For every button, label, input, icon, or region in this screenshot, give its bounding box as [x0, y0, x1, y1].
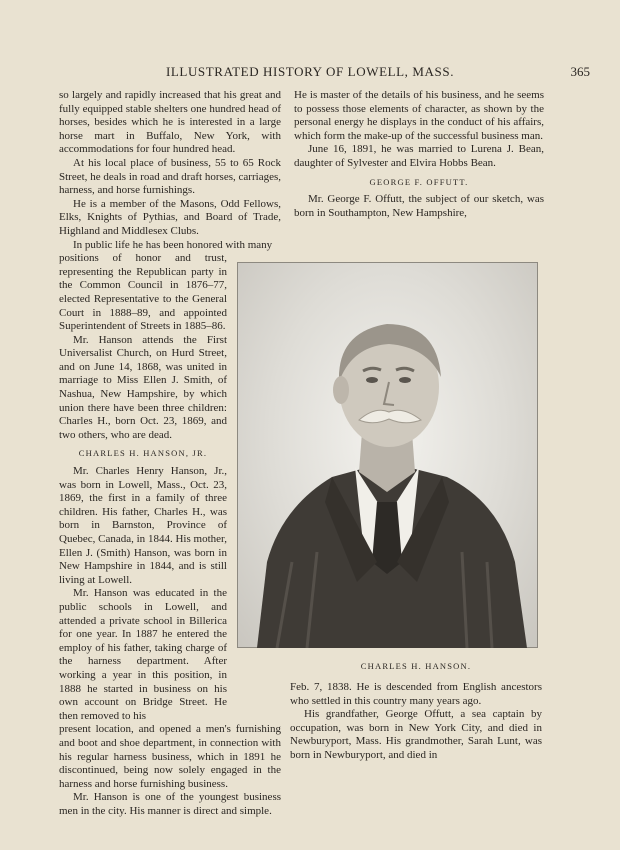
paragraph: Mr. Hanson attends the First Universalist Church, on Hurd Street, and on June 14, 1868, was united in marriage to Miss Ellen J. Smith, of Nashua, New Hampshire, by which union there have been three children: Charles H., born Oct. 23, 1869, and two others, who are dead.: [59, 333, 227, 441]
paragraph: June 16, 1891, he was married to Lurena J. Bean, daughter of Sylvester and Elvira Hobbs Bean.: [294, 143, 544, 169]
paragraph: Feb. 7, 1838. He is descended from English ancestors who settled in this country many years ago.: [290, 681, 542, 707]
right-column-bottom: [290, 681, 542, 763]
section-heading-hanson-jr: CHARLES H. HANSON, JR.: [78, 448, 208, 459]
right-column-top: [294, 89, 544, 220]
paragraph: Mr. Charles Henry Hanson, Jr., was born in Lowell, Mass., Oct. 23, 1869, the first in a family of three children. His father, Charles H., was born in Barnston, Province of Quebec, Canada, in 1844. His mother, Ellen J. (Smith) Hanson, was born in New Hampshire in 1844, and is still living at Lowell.: [59, 465, 227, 586]
page-number: 365: [570, 64, 590, 79]
section-heading-offutt: GEORGE F. OFFUTT.: [369, 176, 469, 187]
paragraph: He is a member of the Masons, Odd Fellows, Elks, Knights of Pythias, and Board of Trade, Highland and Middlesex Clubs.: [59, 197, 281, 237]
paragraph: positions of honor and trust, representing the Republican party in the Common Council in 1876–77, elected Representative to the General Court in 1888–89, and appointed Superintendent of Streets in 1885–86.: [59, 252, 227, 333]
portrait-illustration: [237, 262, 538, 648]
paragraph: present location, and opened a men's furnishing and boot and shoe department, in connection with his regular harness business, which in 1891 he discontinued, being now solely engaged in the harness and horse furnishing business.: [59, 723, 281, 790]
paragraph: Mr. Hanson was educated in the public schools in Lowell, and attended a private school in Billerica for one year. In 1887 he entered the employ of his father, taking charge of the harness department. After working a year in this position, in 1888 he started in business on his own account on Bridge Street. He then removed to his: [59, 587, 227, 722]
paragraph: In public life he has been honored with many: [73, 238, 273, 251]
portrait-photo: [237, 262, 538, 648]
paragraph: Mr. George F. Offutt, the subject of our sketch, was born in Southampton, New Hampshire,: [294, 193, 544, 219]
photo-caption: CHARLES H. HANSON.: [360, 661, 472, 671]
paragraph: His grandfather, George Offutt, a sea captain by occupation, was born in New York City, and died in Newburyport, Mass. His grandmother, Sarah Lunt, was born in Newburyport, and died in: [290, 708, 542, 761]
running-title: ILLUSTRATED HISTORY OF LOWELL, MASS.: [165, 64, 455, 79]
paragraph: Mr. Hanson is one of the youngest business men in the city. His manner is direct and simple.: [59, 791, 281, 817]
paragraph: so largely and rapidly increased that his great and fully equipped stable shelters one hundred head of horses, besides which he is interested in a large horse mart in Buffalo, New York, with accommodations for four hundred head.: [59, 89, 281, 156]
paragraph: At his local place of business, 55 to 65 Rock Street, he deals in road and draft horses, carriages, harness, and horse furnishings.: [59, 156, 281, 197]
page-header: [0, 64, 620, 80]
paragraph: He is master of the details of his business, and he seems to possess those elements of character, as shown by the personal energy he displays in the conduct of his affairs, which form the make-up of the successful business man.: [294, 89, 544, 142]
narrow-text-block: [59, 252, 227, 723]
